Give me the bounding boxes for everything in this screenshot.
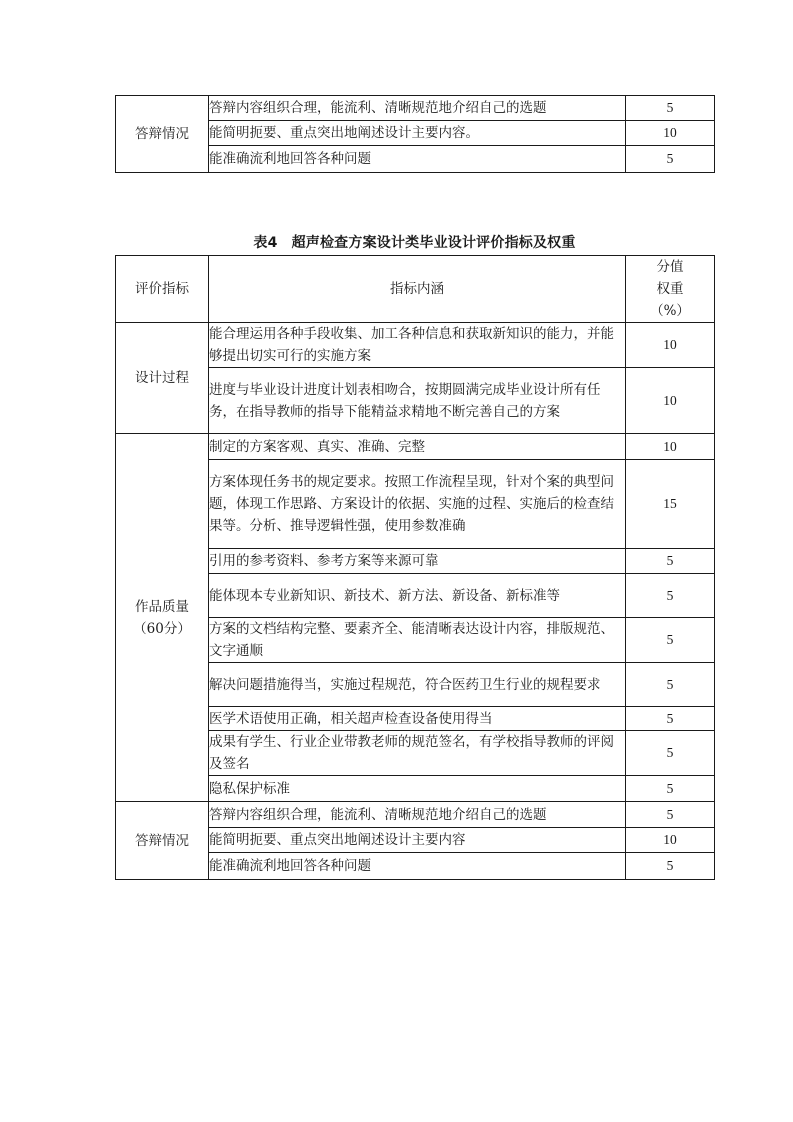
content-cell: 方案的文档结构完整、要素齐全、能清晰表达设计内容，排版规范、文字通顺 <box>209 618 626 663</box>
weight-cell: 10 <box>626 323 715 368</box>
category-label: 作品质量 <box>135 598 189 615</box>
category-cell: 答辩情况 <box>116 96 209 173</box>
category-sublabel: （60分） <box>133 620 191 637</box>
content-cell: 能简明扼要、重点突出地阐述设计主要内容。 <box>209 121 626 146</box>
content-cell: 能体现本专业新知识、新技术、新方法、新设备、新标准等 <box>209 574 626 618</box>
category-cell: 设计过程 <box>116 323 209 434</box>
header-content: 指标内涵 <box>209 256 626 323</box>
weight-cell: 5 <box>626 574 715 618</box>
category-cell <box>116 434 209 802</box>
table-row <box>116 96 715 121</box>
content-cell: 答辩内容组织合理，能流利、清晰规范地介绍自己的选题 <box>209 96 626 121</box>
table-caption <box>115 232 714 252</box>
weight-cell: 10 <box>626 368 715 434</box>
content-cell: 成果有学生、行业企业带教老师的规范签名，有学校指导教师的评阅及签名 <box>209 731 626 776</box>
content-cell: 制定的方案客观、真实、准确、完整 <box>209 434 626 460</box>
content-cell: 能简明扼要、重点突出地阐述设计主要内容 <box>209 828 626 853</box>
weight-cell: 5 <box>626 802 715 828</box>
header-row <box>116 256 715 323</box>
header-weight-line3: （%） <box>650 303 690 319</box>
weight-cell: 15 <box>626 460 715 549</box>
weight-cell: 5 <box>626 853 715 880</box>
weight-cell: 5 <box>626 96 715 121</box>
content-cell: 能准确流利地回答各种问题 <box>209 146 626 173</box>
weight-cell: 5 <box>626 618 715 663</box>
table-row <box>116 802 715 828</box>
header-weight-line2: 权重 <box>656 281 684 297</box>
content-cell: 方案体现任务书的规定要求。按照工作流程呈现，针对个案的典型问题，体现工作思路、方案设计的依据、实施的过程、实施后的检查结果等。分析、推导逻辑性强，使用参数准确 <box>209 460 626 549</box>
weight-cell: 5 <box>626 776 715 802</box>
header-weight <box>626 256 715 323</box>
weight-cell: 5 <box>626 549 715 574</box>
defense-table-top <box>115 95 715 173</box>
category-cell: 答辩情况 <box>116 802 209 880</box>
weight-cell: 5 <box>626 707 715 731</box>
weight-cell: 5 <box>626 146 715 173</box>
content-cell: 进度与毕业设计进度计划表相吻合，按期圆满完成毕业设计所有任务，在指导教师的指导下能精益求精地不断完善自己的方案 <box>209 368 626 434</box>
weight-cell: 10 <box>626 121 715 146</box>
header-indicator: 评价指标 <box>116 256 209 323</box>
content-cell: 能准确流利地回答各种问题 <box>209 853 626 880</box>
content-cell: 引用的参考资料、参考方案等来源可靠 <box>209 549 626 574</box>
table-row <box>116 434 715 460</box>
caption-title: 超声检查方案设计类毕业设计评价指标及权重 <box>291 235 576 251</box>
content-cell: 隐私保护标准 <box>209 776 626 802</box>
content-cell: 医学术语使用正确，相关超声检查设备使用得当 <box>209 707 626 731</box>
header-weight-line1: 分值 <box>656 259 684 275</box>
weight-cell: 10 <box>626 434 715 460</box>
caption-number: 表4 <box>253 235 278 251</box>
content-cell: 答辩内容组织合理，能流利、清晰规范地介绍自己的选题 <box>209 802 626 828</box>
weight-cell: 5 <box>626 663 715 707</box>
evaluation-table <box>115 255 715 880</box>
content-cell: 解决问题措施得当，实施过程规范，符合医药卫生行业的规程要求 <box>209 663 626 707</box>
weight-cell: 5 <box>626 731 715 776</box>
content-cell: 能合理运用各种手段收集、加工各种信息和获取新知识的能力，并能够提出切实可行的实施方案 <box>209 323 626 368</box>
weight-cell: 10 <box>626 828 715 853</box>
table-row <box>116 323 715 368</box>
